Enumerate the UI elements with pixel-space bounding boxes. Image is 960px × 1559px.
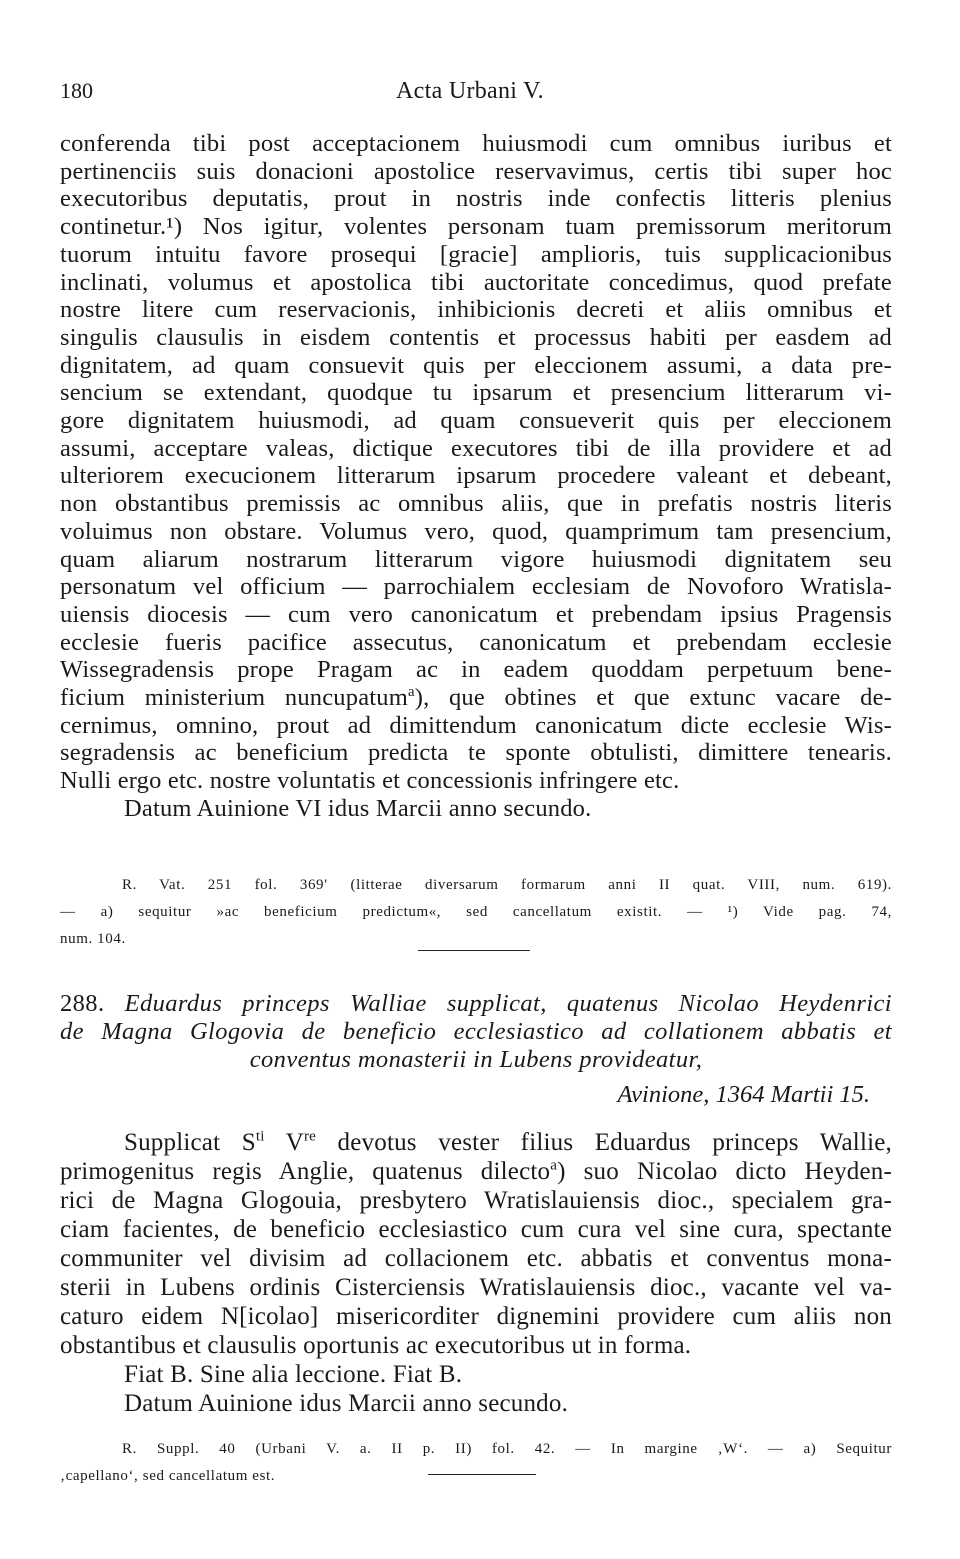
text-line: ecclesie fueris pacifice assecutus, canonicatum et prebendam ecclesie <box>60 628 892 656</box>
text-line: quam aliarum nostrarum litterarum vigore huiusmodi dignitatem seu <box>60 545 892 573</box>
text-line: dignitatem, ad quam consuevit quis per eleccionem assumi, a data pre- <box>60 351 892 379</box>
text-line <box>60 684 892 712</box>
section-separator <box>428 1474 536 1475</box>
text-line: rici de Magna Glogouia, presbytero Wratislauiensis dioc., specialem gra- <box>60 1187 892 1214</box>
text-line: executoribus deputatis, prout in nostris inde confectis litteris plenius <box>60 185 892 213</box>
text-line: pertinenciis suis donacioni apostolice reservavimus, certis tibi super hoc <box>60 157 892 185</box>
datum-line: Datum Auinione idus Marcii anno secundo. <box>124 1390 569 1417</box>
document-1-body <box>60 130 892 823</box>
text-line: sterii in Lubens ordinis Cisterciensis Wratislauiensis dioc., vacante vel va- <box>60 1274 892 1301</box>
text-line: tuorum intuitu favore prosequi [gracie] amplioris, tuis supplicacionibus <box>60 240 892 268</box>
note-line: R. Suppl. 40 (Urbani V. a. II p. II) fol. 42. — In margine ‚W‘. — a) Sequitur <box>122 1441 892 1457</box>
text-line: voluimus non obstare. Volumus vero, quod, quamprimum tam presencium, <box>60 517 892 545</box>
note-line: ‚capellano‘, sed cancellatum est. <box>60 1468 276 1484</box>
page-number: 180 <box>60 78 93 103</box>
text-line <box>60 1157 892 1186</box>
text-line: Wissegradensis prope Pragam ac in eadem quoddam perpetuum bene- <box>60 656 892 684</box>
heading-line: conventus monasterii in Lubens provideatur, <box>249 1046 703 1073</box>
footnote-marker: a <box>550 1157 558 1174</box>
footnote-line: R. Vat. 251 fol. 369′ (litterae diversarum formarum anni II quat. VIII, num. 619). <box>122 877 892 893</box>
text-line: sencium se extendant, quodque tu ipsarum et presencium litterarum vi- <box>60 379 892 407</box>
text-line: nostre litere cum reservacionis, inhibicionis decreti et aliis omnibus et <box>60 296 892 324</box>
text-fragment: devotus vester filius Eduardus princeps Wallie, <box>316 1129 892 1156</box>
document-2-heading <box>60 990 892 1110</box>
fiat-line: Fiat B. Sine alia leccione. Fiat B. <box>124 1361 463 1388</box>
text-line: communiter vel divisim ad collacionem etc. abbatis et conventus mona- <box>60 1245 892 1272</box>
text-line <box>60 1128 892 1157</box>
text-fragment: V <box>264 1129 304 1156</box>
page-header <box>60 78 880 114</box>
text-line: conferenda tibi post acceptacionem huiusmodi cum omnibus iuribus et <box>60 130 892 157</box>
text-line: inclinati, volumus et apostolica tibi auctoritate concedimus, quod prefate <box>60 268 892 296</box>
text-line: non obstantibus premissis ac omnibus aliis, que in prefatis nostris literis <box>60 490 892 518</box>
abbreviation-superscript: re <box>303 1128 317 1145</box>
text-line: assumi, acceptare valeas, dictique executores tibi de illa providere et ad <box>60 434 892 462</box>
text-fragment: primogenitus regis Anglie, quatenus dilecto <box>60 1158 551 1185</box>
document-2-body <box>60 1128 892 1418</box>
text-line: gore dignitatem huiusmodi, ad quam consueverit quis per eleccionem <box>60 407 892 435</box>
place-date: Avinione, 1364 Martii 15. <box>617 1081 870 1108</box>
text-fragment: Supplicat S <box>124 1129 256 1156</box>
text-line: caturo eidem N[icolao] misericorditer dignemini providere cum aliis non <box>60 1303 892 1330</box>
abbreviation-superscript: ti <box>255 1128 265 1145</box>
text-line: ulteriorem execucionem litterarum ipsarum procedere valeant et debeant, <box>60 462 892 490</box>
text-line: obstantibus et clausulis oportunis ac executoribus ut in forma. <box>60 1332 692 1359</box>
text-line: segradensis ac beneficium predicta te sponte obtulisti, dimittere tenearis. <box>60 739 892 767</box>
text-fragment: ) suo Nicolao dicto Heyden- <box>557 1158 892 1185</box>
text-line: Nulli ergo etc. nostre voluntatis et concessionis infringere etc. <box>60 767 680 795</box>
running-title: Acta Urbani V. <box>396 78 544 104</box>
text-line: cernimus, omnino, prout ad dimittendum canonicatum dicte ecclesie Wis- <box>60 711 892 739</box>
footnote-line: — a) sequitur »ac beneficium predictum«, sed cancellatum existit. — ¹) Vide pag. 74, <box>60 904 892 920</box>
text-fragment: ), que obtines et que extunc vacare de- <box>414 684 893 712</box>
text-line: continetur.¹) Nos igitur, volentes personam tuam premissorum meritorum <box>60 213 892 241</box>
footnote-marker: a <box>408 683 415 700</box>
footnote-line: num. 104. <box>60 931 126 947</box>
document-2-notes <box>60 1436 892 1490</box>
document-number: 288. <box>60 990 105 1017</box>
heading-line: de Magna Glogovia de beneficio ecclesiastico ad collationem abbatis et <box>60 1018 892 1045</box>
text-line: ciam facientes, de beneficio ecclesiastico cum cura vel sine cura, spectante <box>60 1216 892 1243</box>
document-1-footnotes <box>60 872 892 953</box>
text-fragment: ficium ministerium nuncupatum <box>60 684 408 712</box>
datum-line: Datum Auinione VI idus Marcii anno secundo. <box>124 794 592 822</box>
section-separator <box>418 950 530 951</box>
heading-line <box>60 990 892 1018</box>
text-line: singulis clausulis in eisdem contentis et processus habiti per easdem ad <box>60 323 892 351</box>
text-line: personatum vel officium — parrochialem ecclesiam de Novoforo Wratisla- <box>60 573 892 601</box>
heading-text: Eduardus princeps Walliae supplicat, quatenus Nicolao Heydenrici <box>124 990 892 1017</box>
text-line: uiensis diocesis — cum vero canonicatum et prebendam ipsius Pragensis <box>60 600 892 628</box>
